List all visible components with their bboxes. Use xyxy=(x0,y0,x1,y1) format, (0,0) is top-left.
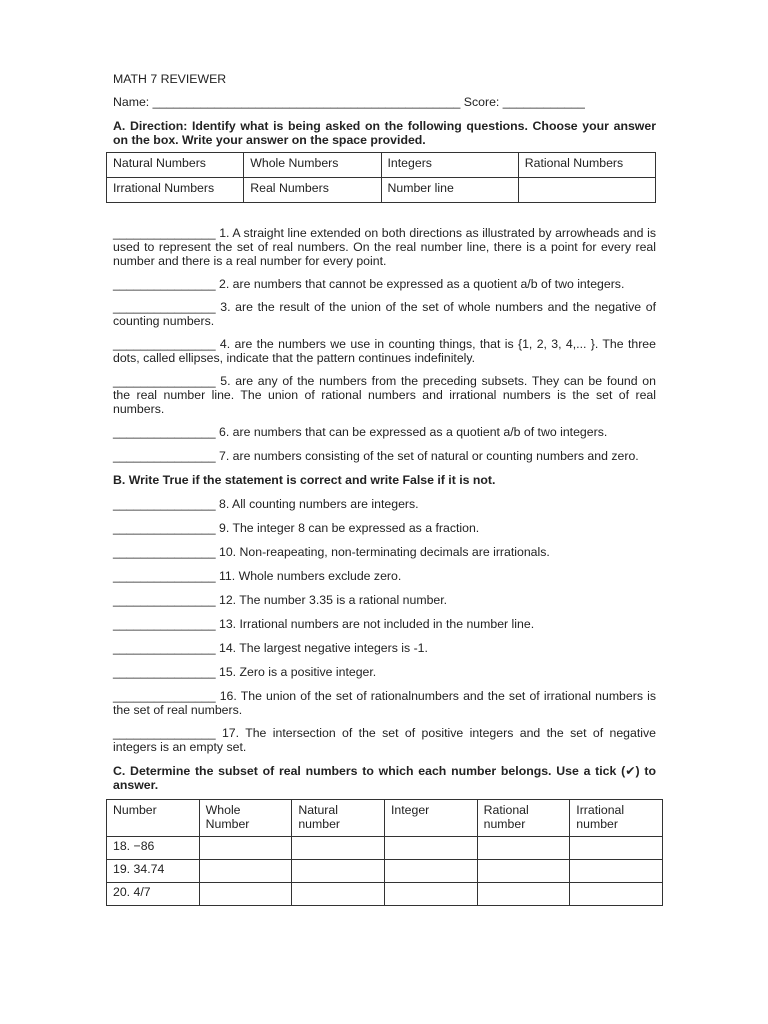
question-14: _______________ 14. The largest negative integers is -1. xyxy=(113,641,428,655)
tick-cell[interactable] xyxy=(199,860,292,883)
choices-row xyxy=(107,153,656,178)
choices-row xyxy=(107,178,656,203)
table-row xyxy=(107,883,663,906)
tick-cell[interactable] xyxy=(199,883,292,906)
header-cell: Rational number xyxy=(477,800,570,837)
choice-cell: Number line xyxy=(381,178,518,203)
choice-cell: Real Numbers xyxy=(244,178,381,203)
subset-table xyxy=(106,799,663,906)
choice-cell: Irrational Numbers xyxy=(107,178,244,203)
question-2: _______________ 2. are numbers that cannot be expressed as a quotient a/b of two integers. xyxy=(113,277,625,291)
name-score-line: Name: _____________________________________________ Score: ____________ xyxy=(113,95,585,109)
tick-cell[interactable] xyxy=(384,860,477,883)
question-1: _______________ 1. A straight line extended on both directions as illustrated by arrowheads and is used to represent the set of real numbers. On the real number line, there is a point for every real number and there is a real number for every point. xyxy=(113,226,656,268)
question-12: _______________ 12. The number 3.35 is a rational number. xyxy=(113,593,448,607)
question-16: _______________ 16. The union of the set of rationalnumbers and the set of irrational numbers is the set of real numbers. xyxy=(113,689,656,717)
header-cell: Whole Number xyxy=(199,800,292,837)
worksheet-title: MATH 7 REVIEWER xyxy=(113,72,227,86)
question-13: _______________ 13. Irrational numbers are not included in the number line. xyxy=(113,617,535,631)
question-17: _______________ 17. The intersection of the set of positive integers and the set of negative integers is an empty set. xyxy=(113,726,656,754)
number-cell: 18. −86 xyxy=(107,837,200,860)
question-15: _______________ 15. Zero is a positive integer. xyxy=(113,665,377,679)
header-cell: Number xyxy=(107,800,200,837)
tick-cell[interactable] xyxy=(570,860,663,883)
tick-cell[interactable] xyxy=(570,883,663,906)
choice-cell: Integers xyxy=(381,153,518,178)
choice-cell: Whole Numbers xyxy=(244,153,381,178)
tick-cell[interactable] xyxy=(570,837,663,860)
header-cell: Natural number xyxy=(292,800,385,837)
tick-cell[interactable] xyxy=(292,860,385,883)
section-c-direction: C. Determine the subset of real numbers to which each number belongs. Use a tick (✔) to answer. xyxy=(113,764,656,792)
number-cell: 19. 34.74 xyxy=(107,860,200,883)
question-7: _______________ 7. are numbers consisting of the set of natural or counting numbers and zero. xyxy=(113,449,639,463)
table-row xyxy=(107,860,663,883)
choice-cell xyxy=(518,178,655,203)
tick-cell[interactable] xyxy=(384,837,477,860)
subset-table-header xyxy=(107,800,663,837)
tick-cell[interactable] xyxy=(477,883,570,906)
choice-cell: Rational Numbers xyxy=(518,153,655,178)
tick-cell[interactable] xyxy=(384,883,477,906)
question-5: _______________ 5. are any of the numbers from the preceding subsets. They can be found on the real number line. The union of rational numbers and irrational numbers is the set of real numbers. xyxy=(113,374,656,416)
question-9: _______________ 9. The integer 8 can be expressed as a fraction. xyxy=(113,521,480,535)
number-cell: 20. 4/7 xyxy=(107,883,200,906)
section-a-direction: A. Direction: Identify what is being asked on the following questions. Choose your answer on the box. Write your answer on the space provided. xyxy=(113,119,656,147)
header-cell: Integer xyxy=(384,800,477,837)
question-4: _______________ 4. are the numbers we use in counting things, that is {1, 2, 3, 4,... }. The three dots, called ellipses, indicate that the pattern continues indefinitely. xyxy=(113,337,656,365)
tick-cell[interactable] xyxy=(477,837,570,860)
header-cell: Irrational number xyxy=(570,800,663,837)
tick-cell[interactable] xyxy=(199,837,292,860)
question-11: _______________ 11. Whole numbers exclude zero. xyxy=(113,569,402,583)
question-10: _______________ 10. Non-reapeating, non-terminating decimals are irrationals. xyxy=(113,545,550,559)
tick-cell[interactable] xyxy=(292,837,385,860)
section-b-direction: B. Write True if the statement is correct and write False if it is not. xyxy=(113,473,496,487)
tick-cell[interactable] xyxy=(292,883,385,906)
question-6: _______________ 6. are numbers that can be expressed as a quotient a/b of two integers. xyxy=(113,425,608,439)
choice-cell: Natural Numbers xyxy=(107,153,244,178)
worksheet-page xyxy=(113,66,656,906)
tick-cell[interactable] xyxy=(477,860,570,883)
question-3: _______________ 3. are the result of the union of the set of whole numbers and the negative of counting numbers. xyxy=(113,300,656,328)
table-row xyxy=(107,837,663,860)
question-8: _______________ 8. All counting numbers are integers. xyxy=(113,497,419,511)
answer-choices-box xyxy=(106,152,656,203)
